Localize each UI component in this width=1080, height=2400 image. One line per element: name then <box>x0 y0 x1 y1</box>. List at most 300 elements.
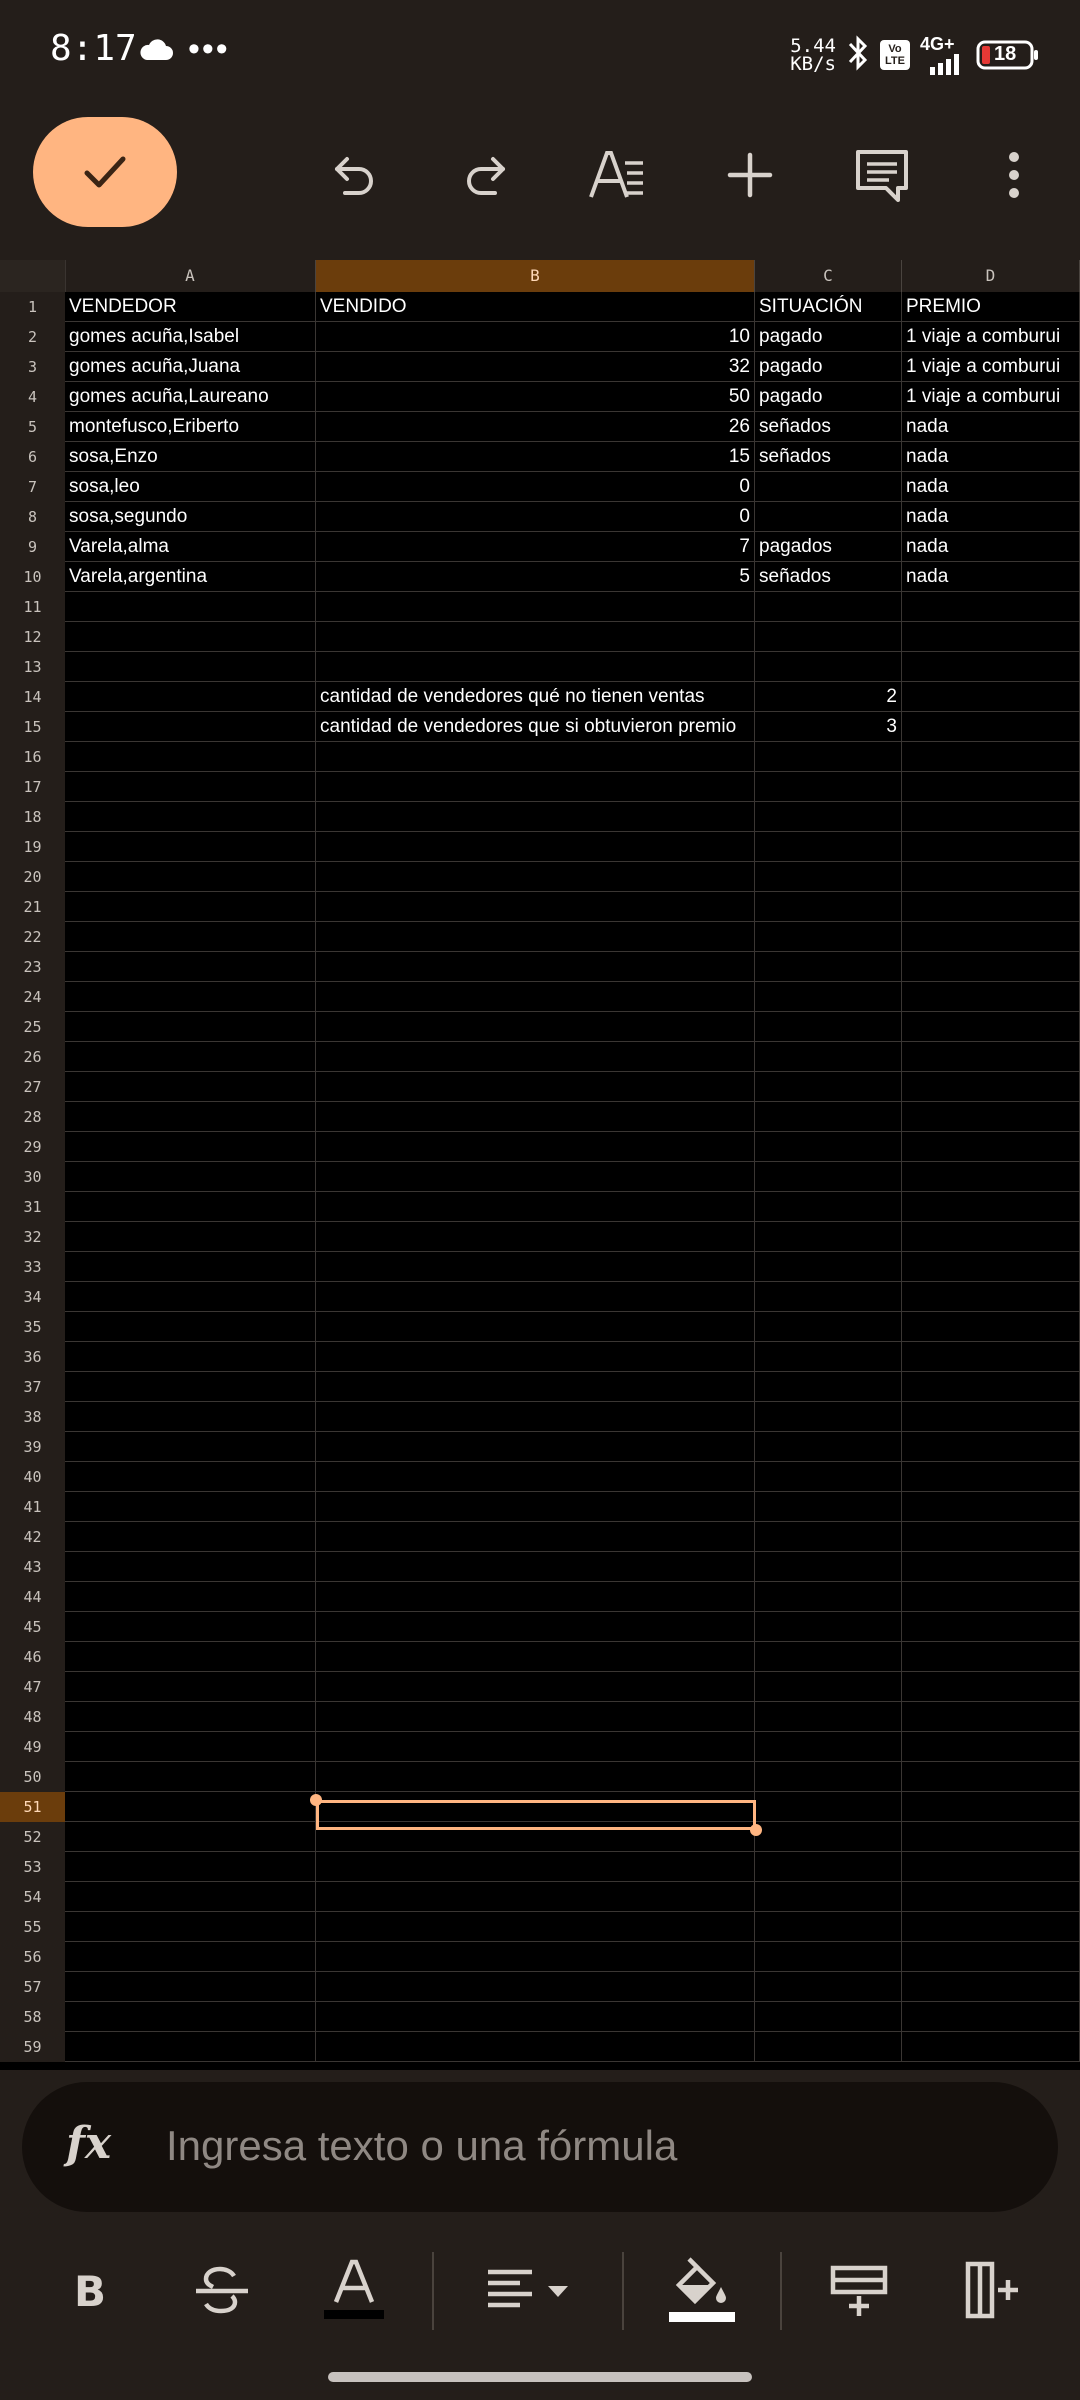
cell-b[interactable]: 50 <box>316 382 755 411</box>
cell-c[interactable] <box>755 742 902 771</box>
cell-d[interactable] <box>902 1852 1080 1881</box>
cell-b[interactable] <box>316 652 755 681</box>
cell-b[interactable] <box>316 1252 755 1281</box>
insert-button[interactable] <box>720 145 780 205</box>
cell-d[interactable] <box>902 1222 1080 1251</box>
row-header[interactable]: 52 <box>0 1822 65 1852</box>
cell-a[interactable] <box>65 622 316 651</box>
cell-d[interactable]: nada <box>902 532 1080 561</box>
row-header[interactable]: 57 <box>0 1972 65 2002</box>
row-header[interactable]: 1 <box>0 292 65 322</box>
cell-d[interactable] <box>902 1492 1080 1521</box>
cell-c[interactable] <box>755 1672 902 1701</box>
cell-a[interactable] <box>65 802 316 831</box>
row-header[interactable]: 8 <box>0 502 65 532</box>
cell-b[interactable] <box>316 862 755 891</box>
cell-c[interactable]: señados <box>755 412 902 441</box>
selection-handle-bottom-right[interactable] <box>750 1824 762 1836</box>
cell-a[interactable] <box>65 1882 316 1911</box>
align-button[interactable] <box>480 2255 580 2325</box>
cell-a[interactable]: gomes acuña,Juana <box>65 352 316 381</box>
undo-button[interactable] <box>325 145 385 205</box>
cell-b[interactable] <box>316 802 755 831</box>
cell-b[interactable] <box>316 622 755 651</box>
cell-a[interactable] <box>65 1642 316 1671</box>
cell-b[interactable] <box>316 922 755 951</box>
cell-c[interactable] <box>755 1432 902 1461</box>
cell-b[interactable] <box>316 1282 755 1311</box>
cell-b[interactable]: VENDIDO <box>316 292 755 321</box>
cell-d[interactable] <box>902 1942 1080 1971</box>
row-header[interactable]: 42 <box>0 1522 65 1552</box>
row-header[interactable]: 58 <box>0 2002 65 2032</box>
row-header[interactable]: 6 <box>0 442 65 472</box>
row-header[interactable]: 34 <box>0 1282 65 1312</box>
cell-d[interactable] <box>902 1432 1080 1461</box>
cell-b[interactable] <box>316 892 755 921</box>
cell-c[interactable] <box>755 652 902 681</box>
cell-a[interactable] <box>65 652 316 681</box>
cell-d[interactable]: 1 viaje a comburui <box>902 322 1080 351</box>
cell-c[interactable] <box>755 802 902 831</box>
cell-c[interactable] <box>755 952 902 981</box>
row-header[interactable]: 49 <box>0 1732 65 1762</box>
cell-c[interactable] <box>755 2032 902 2061</box>
cell-c[interactable] <box>755 1012 902 1041</box>
cell-a[interactable] <box>65 922 316 951</box>
row-header[interactable]: 32 <box>0 1222 65 1252</box>
more-options-button[interactable] <box>984 145 1044 205</box>
cell-b[interactable] <box>316 592 755 621</box>
cell-a[interactable] <box>65 952 316 981</box>
cell-d[interactable] <box>902 772 1080 801</box>
cell-b[interactable] <box>316 1972 755 2001</box>
row-header[interactable]: 40 <box>0 1462 65 1492</box>
cell-d[interactable] <box>902 1372 1080 1401</box>
row-header[interactable]: 28 <box>0 1102 65 1132</box>
cell-c[interactable] <box>755 1582 902 1611</box>
cell-b[interactable] <box>316 1102 755 1131</box>
row-header[interactable]: 13 <box>0 652 65 682</box>
cell-b[interactable] <box>316 1582 755 1611</box>
row-header[interactable]: 45 <box>0 1612 65 1642</box>
cell-d[interactable] <box>902 892 1080 921</box>
cell-b[interactable]: 10 <box>316 322 755 351</box>
cell-b[interactable] <box>316 1402 755 1431</box>
formula-input[interactable] <box>164 2110 1028 2182</box>
cell-d[interactable] <box>902 1882 1080 1911</box>
cell-c[interactable] <box>755 1492 902 1521</box>
row-header[interactable]: 19 <box>0 832 65 862</box>
cell-a[interactable] <box>65 1702 316 1731</box>
cell-b[interactable]: 26 <box>316 412 755 441</box>
text-format-button[interactable] <box>587 145 647 205</box>
cell-b[interactable] <box>316 1192 755 1221</box>
cell-d[interactable] <box>902 862 1080 891</box>
cell-c[interactable] <box>755 1642 902 1671</box>
cell-c[interactable] <box>755 1942 902 1971</box>
cell-d[interactable] <box>902 1192 1080 1221</box>
cell-c[interactable] <box>755 922 902 951</box>
cell-d[interactable]: PREMIO <box>902 292 1080 321</box>
row-header[interactable]: 51 <box>0 1792 65 1822</box>
row-header[interactable]: 39 <box>0 1432 65 1462</box>
cell-b[interactable] <box>316 2032 755 2061</box>
cell-d[interactable] <box>902 1162 1080 1191</box>
cell-c[interactable] <box>755 1162 902 1191</box>
cell-a[interactable] <box>65 1072 316 1101</box>
cell-a[interactable]: sosa,leo <box>65 472 316 501</box>
cell-c[interactable] <box>755 1792 902 1821</box>
cell-c[interactable] <box>755 502 902 531</box>
cell-b[interactable]: 15 <box>316 442 755 471</box>
row-header[interactable]: 38 <box>0 1402 65 1432</box>
cell-c[interactable] <box>755 1312 902 1341</box>
cell-d[interactable] <box>902 1612 1080 1641</box>
cell-d[interactable] <box>902 952 1080 981</box>
cell-d[interactable] <box>902 1702 1080 1731</box>
cell-a[interactable] <box>65 2002 316 2031</box>
cell-d[interactable] <box>902 1312 1080 1341</box>
cell-d[interactable] <box>902 1792 1080 1821</box>
spreadsheet-grid[interactable] <box>0 260 1080 2070</box>
row-header[interactable]: 29 <box>0 1132 65 1162</box>
cell-c[interactable] <box>755 1852 902 1881</box>
cell-d[interactable] <box>902 1642 1080 1671</box>
cell-c[interactable]: señados <box>755 562 902 591</box>
cell-b[interactable] <box>316 832 755 861</box>
cell-c[interactable] <box>755 1402 902 1431</box>
cell-c[interactable] <box>755 472 902 501</box>
function-icon[interactable] <box>62 2112 122 2172</box>
cell-b[interactable] <box>316 952 755 981</box>
cell-b[interactable] <box>316 1672 755 1701</box>
cell-a[interactable] <box>65 862 316 891</box>
insert-row-button[interactable] <box>824 2255 894 2325</box>
cell-c[interactable] <box>755 1132 902 1161</box>
cell-c[interactable] <box>755 1732 902 1761</box>
row-header[interactable]: 24 <box>0 982 65 1012</box>
cell-d[interactable]: 1 viaje a comburui <box>902 382 1080 411</box>
cell-d[interactable]: nada <box>902 442 1080 471</box>
cell-b[interactable] <box>316 1312 755 1341</box>
cell-b[interactable]: 0 <box>316 472 755 501</box>
cell-b[interactable] <box>316 1702 755 1731</box>
row-header[interactable]: 59 <box>0 2032 65 2062</box>
cell-c[interactable] <box>755 1822 902 1851</box>
cell-c[interactable]: pagado <box>755 352 902 381</box>
cell-d[interactable]: 1 viaje a comburui <box>902 352 1080 381</box>
row-header[interactable]: 44 <box>0 1582 65 1612</box>
cell-a[interactable] <box>65 1762 316 1791</box>
cell-a[interactable] <box>65 1912 316 1941</box>
gesture-navigation-bar[interactable] <box>328 2372 752 2382</box>
bold-button[interactable] <box>55 2255 125 2325</box>
cell-d[interactable]: nada <box>902 502 1080 531</box>
cell-a[interactable]: sosa,segundo <box>65 502 316 531</box>
cell-a[interactable] <box>65 1222 316 1251</box>
cell-d[interactable] <box>902 1552 1080 1581</box>
column-header-a[interactable]: A <box>65 260 316 292</box>
cell-b[interactable] <box>316 1462 755 1491</box>
cell-c[interactable] <box>755 1552 902 1581</box>
cell-d[interactable] <box>902 682 1080 711</box>
cell-a[interactable] <box>65 1552 316 1581</box>
cell-b[interactable]: cantidad de vendedores qué no tienen ventas <box>316 682 755 711</box>
cell-b[interactable] <box>316 1162 755 1191</box>
insert-column-button[interactable] <box>957 2255 1027 2325</box>
cell-b[interactable] <box>316 1912 755 1941</box>
cell-c[interactable] <box>755 1912 902 1941</box>
row-header[interactable]: 50 <box>0 1762 65 1792</box>
cell-d[interactable] <box>902 652 1080 681</box>
cell-d[interactable] <box>902 1402 1080 1431</box>
cell-a[interactable] <box>65 1672 316 1701</box>
cell-a[interactable] <box>65 1492 316 1521</box>
row-header[interactable]: 54 <box>0 1882 65 1912</box>
cell-c[interactable] <box>755 1222 902 1251</box>
row-header[interactable]: 26 <box>0 1042 65 1072</box>
row-header[interactable]: 37 <box>0 1372 65 1402</box>
cell-d[interactable] <box>902 1822 1080 1851</box>
cell-a[interactable] <box>65 592 316 621</box>
cell-b[interactable] <box>316 772 755 801</box>
cell-a[interactable] <box>65 832 316 861</box>
cell-c[interactable] <box>755 892 902 921</box>
cell-b[interactable]: 5 <box>316 562 755 591</box>
cell-d[interactable] <box>902 1582 1080 1611</box>
cell-a[interactable] <box>65 1282 316 1311</box>
row-header[interactable]: 3 <box>0 352 65 382</box>
row-header[interactable]: 25 <box>0 1012 65 1042</box>
cell-d[interactable] <box>902 2002 1080 2031</box>
cell-d[interactable] <box>902 922 1080 951</box>
cell-b[interactable] <box>316 982 755 1011</box>
column-header-c[interactable]: C <box>755 260 902 292</box>
row-header[interactable]: 22 <box>0 922 65 952</box>
row-header[interactable]: 48 <box>0 1702 65 1732</box>
cell-b[interactable] <box>316 1522 755 1551</box>
cell-d[interactable]: nada <box>902 412 1080 441</box>
cell-c[interactable]: pagados <box>755 532 902 561</box>
cell-c[interactable] <box>755 1102 902 1131</box>
cell-a[interactable] <box>65 892 316 921</box>
row-header[interactable]: 10 <box>0 562 65 592</box>
cell-a[interactable]: gomes acuña,Isabel <box>65 322 316 351</box>
cell-a[interactable] <box>65 742 316 771</box>
row-header[interactable]: 4 <box>0 382 65 412</box>
cell-b[interactable] <box>316 1852 755 1881</box>
redo-button[interactable] <box>455 145 515 205</box>
row-header[interactable]: 7 <box>0 472 65 502</box>
cell-c[interactable] <box>755 772 902 801</box>
cell-c[interactable] <box>755 1342 902 1371</box>
selected-cell-b51[interactable] <box>316 1800 756 1830</box>
row-header[interactable]: 17 <box>0 772 65 802</box>
column-header-d[interactable]: D <box>902 260 1080 292</box>
cell-a[interactable] <box>65 1822 316 1851</box>
cell-b[interactable] <box>316 1642 755 1671</box>
row-header[interactable]: 33 <box>0 1252 65 1282</box>
cell-c[interactable] <box>755 1702 902 1731</box>
row-header[interactable]: 43 <box>0 1552 65 1582</box>
cell-a[interactable] <box>65 1732 316 1761</box>
cell-b[interactable] <box>316 742 755 771</box>
row-header[interactable]: 9 <box>0 532 65 562</box>
select-all-corner[interactable] <box>0 260 66 292</box>
cell-b[interactable]: 32 <box>316 352 755 381</box>
cell-a[interactable] <box>65 1102 316 1131</box>
cell-d[interactable] <box>902 742 1080 771</box>
cell-c[interactable]: señados <box>755 442 902 471</box>
cell-b[interactable] <box>316 1942 755 1971</box>
cell-d[interactable] <box>902 802 1080 831</box>
row-header[interactable]: 56 <box>0 1942 65 1972</box>
cell-c[interactable] <box>755 1042 902 1071</box>
cell-d[interactable]: nada <box>902 472 1080 501</box>
cell-d[interactable] <box>902 1672 1080 1701</box>
cell-c[interactable] <box>755 1072 902 1101</box>
row-header[interactable]: 36 <box>0 1342 65 1372</box>
cell-c[interactable] <box>755 1282 902 1311</box>
cell-a[interactable]: Varela,alma <box>65 532 316 561</box>
strikethrough-button[interactable] <box>187 2255 257 2325</box>
cell-c[interactable] <box>755 1972 902 2001</box>
cell-a[interactable] <box>65 1342 316 1371</box>
cell-c[interactable] <box>755 862 902 891</box>
cell-a[interactable] <box>65 1942 316 1971</box>
cell-d[interactable] <box>902 1012 1080 1041</box>
cell-a[interactable] <box>65 772 316 801</box>
cell-c[interactable] <box>755 832 902 861</box>
row-header[interactable]: 55 <box>0 1912 65 1942</box>
cell-d[interactable] <box>902 1972 1080 2001</box>
row-header[interactable]: 47 <box>0 1672 65 1702</box>
cell-a[interactable]: Varela,argentina <box>65 562 316 591</box>
cell-d[interactable] <box>902 1072 1080 1101</box>
cell-d[interactable] <box>902 712 1080 741</box>
row-header[interactable]: 27 <box>0 1072 65 1102</box>
cell-a[interactable] <box>65 1462 316 1491</box>
cell-c[interactable] <box>755 1192 902 1221</box>
cell-c[interactable] <box>755 1522 902 1551</box>
cell-a[interactable] <box>65 1042 316 1071</box>
fill-color-button[interactable] <box>667 2255 737 2325</box>
cell-c[interactable] <box>755 1372 902 1401</box>
cell-b[interactable] <box>316 1432 755 1461</box>
cell-b[interactable] <box>316 1372 755 1401</box>
cell-c[interactable] <box>755 592 902 621</box>
cell-b[interactable]: 7 <box>316 532 755 561</box>
cell-b[interactable]: cantidad de vendedores que si obtuvieron premio <box>316 712 755 741</box>
cell-c[interactable] <box>755 2002 902 2031</box>
cell-d[interactable] <box>902 622 1080 651</box>
row-header[interactable]: 35 <box>0 1312 65 1342</box>
row-header[interactable]: 18 <box>0 802 65 832</box>
row-header[interactable]: 21 <box>0 892 65 922</box>
row-header[interactable]: 14 <box>0 682 65 712</box>
cell-a[interactable] <box>65 1972 316 2001</box>
cell-a[interactable] <box>65 1012 316 1041</box>
cell-c[interactable]: 3 <box>755 712 902 741</box>
cell-d[interactable] <box>902 1042 1080 1071</box>
cell-d[interactable] <box>902 1762 1080 1791</box>
cell-c[interactable] <box>755 982 902 1011</box>
cell-d[interactable] <box>902 982 1080 1011</box>
cell-a[interactable]: gomes acuña,Laureano <box>65 382 316 411</box>
cell-a[interactable] <box>65 1132 316 1161</box>
row-header[interactable]: 5 <box>0 412 65 442</box>
row-header[interactable]: 2 <box>0 322 65 352</box>
comment-button[interactable] <box>852 145 912 205</box>
row-header[interactable]: 30 <box>0 1162 65 1192</box>
cell-a[interactable] <box>65 1792 316 1821</box>
cell-d[interactable]: nada <box>902 562 1080 591</box>
cell-a[interactable] <box>65 1192 316 1221</box>
selection-handle-top-left[interactable] <box>310 1794 322 1806</box>
row-header[interactable]: 12 <box>0 622 65 652</box>
cell-c[interactable] <box>755 1462 902 1491</box>
cell-b[interactable] <box>316 1882 755 1911</box>
cell-b[interactable] <box>316 1552 755 1581</box>
done-button[interactable] <box>33 117 177 227</box>
cell-d[interactable] <box>902 1252 1080 1281</box>
row-header[interactable]: 31 <box>0 1192 65 1222</box>
cell-b[interactable] <box>316 1612 755 1641</box>
row-header[interactable]: 20 <box>0 862 65 892</box>
cell-d[interactable] <box>902 832 1080 861</box>
cell-d[interactable] <box>902 1342 1080 1371</box>
cell-b[interactable] <box>316 1072 755 1101</box>
cell-a[interactable] <box>65 1402 316 1431</box>
cell-c[interactable]: SITUACIÓN <box>755 292 902 321</box>
cell-a[interactable] <box>65 2032 316 2061</box>
row-header[interactable]: 41 <box>0 1492 65 1522</box>
cell-a[interactable] <box>65 1372 316 1401</box>
cell-a[interactable] <box>65 1612 316 1641</box>
cell-c[interactable] <box>755 1252 902 1281</box>
cell-b[interactable] <box>316 1342 755 1371</box>
row-header[interactable]: 15 <box>0 712 65 742</box>
cell-b[interactable] <box>316 1132 755 1161</box>
cell-a[interactable] <box>65 982 316 1011</box>
cell-a[interactable] <box>65 682 316 711</box>
cell-c[interactable]: pagado <box>755 322 902 351</box>
cell-c[interactable] <box>755 1762 902 1791</box>
cell-a[interactable] <box>65 1312 316 1341</box>
cell-d[interactable] <box>902 1282 1080 1311</box>
cell-a[interactable]: VENDEDOR <box>65 292 316 321</box>
cell-a[interactable] <box>65 1432 316 1461</box>
cell-b[interactable] <box>316 1012 755 1041</box>
cell-b[interactable] <box>316 1492 755 1521</box>
cell-d[interactable] <box>902 1462 1080 1491</box>
row-header[interactable]: 53 <box>0 1852 65 1882</box>
cell-c[interactable] <box>755 1612 902 1641</box>
cell-c[interactable] <box>755 622 902 651</box>
cell-d[interactable] <box>902 1522 1080 1551</box>
cell-d[interactable] <box>902 1912 1080 1941</box>
row-header[interactable]: 16 <box>0 742 65 772</box>
cell-d[interactable] <box>902 1102 1080 1131</box>
cell-a[interactable] <box>65 1852 316 1881</box>
cell-d[interactable] <box>902 2032 1080 2061</box>
cell-b[interactable] <box>316 1042 755 1071</box>
row-header[interactable]: 23 <box>0 952 65 982</box>
cell-d[interactable] <box>902 1732 1080 1761</box>
cell-d[interactable] <box>902 1132 1080 1161</box>
cell-a[interactable] <box>65 1162 316 1191</box>
